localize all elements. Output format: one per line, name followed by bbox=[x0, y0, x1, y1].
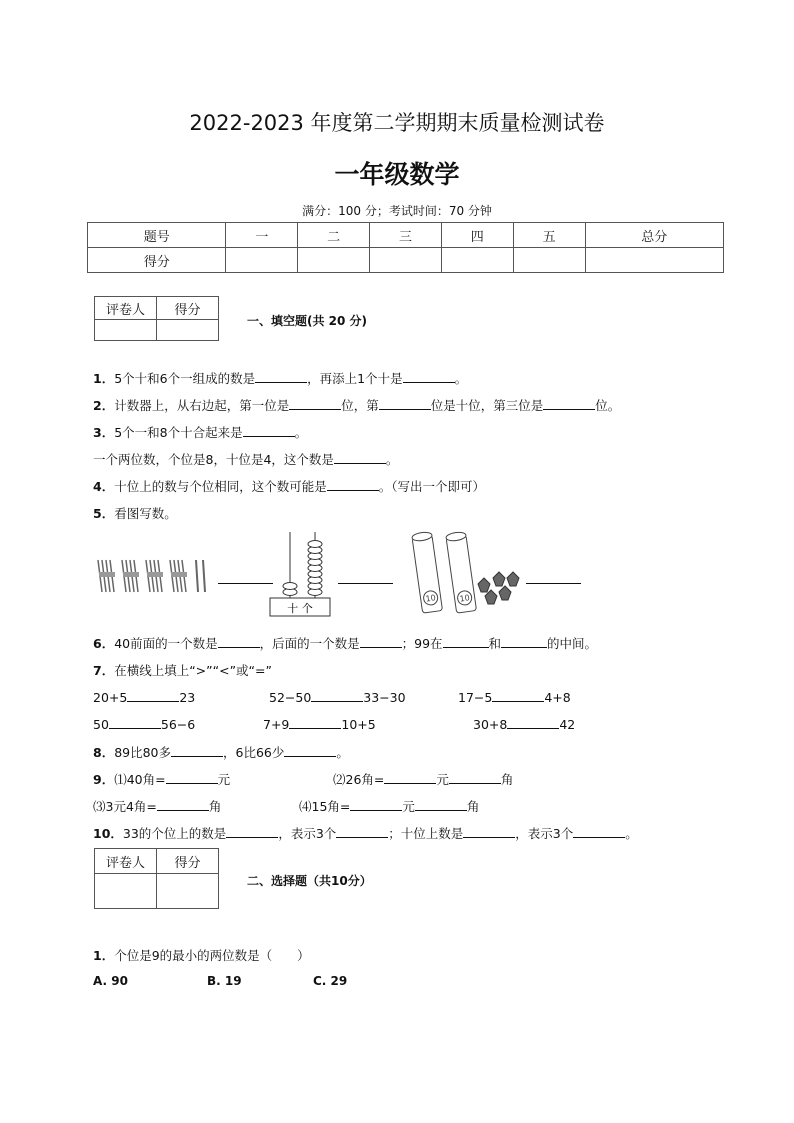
choice-question-1 bbox=[93, 946, 310, 964]
answer-blank[interactable] bbox=[334, 451, 386, 464]
question-number: 5． bbox=[93, 506, 115, 521]
question-text: 40前面的一个数是 bbox=[114, 636, 218, 651]
answer-blank[interactable] bbox=[501, 635, 547, 648]
score-table bbox=[87, 222, 724, 273]
question-text: 位，第 bbox=[341, 398, 379, 413]
answer-blank[interactable] bbox=[350, 798, 402, 811]
question-text: 元 bbox=[436, 772, 449, 787]
answer-blank[interactable] bbox=[336, 825, 388, 838]
grader-label: 评卷人 bbox=[95, 849, 157, 874]
score-cell: 题号 bbox=[88, 223, 226, 248]
exam-title: 2022-2023 年度第二学期期末质量检测试卷 bbox=[189, 111, 605, 135]
section1-heading: 一、填空题(共 20 分) bbox=[247, 314, 368, 328]
compare-right: 4+8 bbox=[544, 690, 571, 705]
answer-blank[interactable] bbox=[255, 370, 307, 383]
question-text: 5个十和6个一组成的数是 bbox=[114, 371, 256, 386]
choice-option-c[interactable]: C. 29 bbox=[313, 974, 348, 988]
compare-item bbox=[458, 689, 571, 705]
tube-label: 10 bbox=[459, 593, 471, 604]
answer-blank[interactable] bbox=[443, 635, 489, 648]
score-cell: 一 bbox=[226, 223, 298, 248]
question-text: 计数器上，从右边起，第一位是 bbox=[114, 398, 290, 413]
exam-subject: 一年级数学 bbox=[334, 160, 460, 189]
grader-input-cell[interactable] bbox=[95, 874, 157, 909]
question-text: 位。 bbox=[595, 398, 621, 413]
question-number: 9． bbox=[93, 772, 115, 787]
stick-bundles-figure bbox=[98, 560, 205, 592]
question-text: 位是十位，第三位是 bbox=[430, 398, 544, 413]
answer-blank[interactable] bbox=[284, 744, 336, 757]
question-text: 角 bbox=[208, 799, 222, 814]
answer-blank[interactable] bbox=[403, 370, 455, 383]
answer-blank[interactable] bbox=[573, 825, 625, 838]
compare-item bbox=[269, 689, 406, 705]
question-3b bbox=[93, 450, 398, 468]
question-3 bbox=[93, 423, 307, 441]
question-text: 5个一和8个十合起来是 bbox=[114, 425, 243, 440]
question-text: 的中间。 bbox=[547, 636, 598, 651]
answer-blank[interactable] bbox=[526, 583, 581, 584]
q5-figure bbox=[93, 528, 623, 620]
answer-blank[interactable] bbox=[218, 583, 273, 584]
question-text: ，表示3个 bbox=[278, 826, 337, 841]
question-text: 。 bbox=[294, 425, 308, 440]
answer-blank[interactable] bbox=[415, 798, 467, 811]
compare-left: 50 bbox=[93, 717, 109, 732]
question-text: 元 bbox=[402, 799, 415, 814]
question-6 bbox=[93, 634, 597, 652]
tube-label: 10 bbox=[425, 593, 437, 604]
grader-label: 评卷人 bbox=[95, 297, 157, 320]
question-8 bbox=[93, 743, 349, 761]
question-text: ⑴40角= bbox=[114, 772, 166, 787]
question-number: 2． bbox=[93, 398, 115, 413]
question-text: ⑶3元4角= bbox=[93, 799, 157, 814]
question-number: 6． bbox=[93, 636, 115, 651]
question-number: 1． bbox=[93, 371, 115, 386]
question-number: 3． bbox=[93, 425, 115, 440]
question-text: ，再添上1个十是 bbox=[307, 371, 403, 386]
shuttlecock-tubes-figure bbox=[412, 531, 519, 613]
answer-blank[interactable] bbox=[338, 583, 393, 584]
question-text: 33的个位上的数是 bbox=[122, 826, 227, 841]
question-text: 在横线上填上“>”“<”或“=” bbox=[114, 663, 272, 678]
question-text: 十位上的数与个位相同，这个数可能是 bbox=[114, 479, 327, 494]
score-cell: 得分 bbox=[88, 248, 226, 273]
question-10 bbox=[93, 824, 638, 842]
question-5 bbox=[93, 504, 177, 522]
question-number: 4． bbox=[93, 479, 115, 494]
answer-blank[interactable] bbox=[109, 716, 161, 729]
score-table-score-row bbox=[88, 248, 724, 273]
question-text: 和 bbox=[488, 636, 502, 651]
question-9-part2 bbox=[333, 770, 513, 788]
compare-right: 10+5 bbox=[341, 717, 376, 732]
question-text: 一个两位数，个位是8，十位是4，这个数是 bbox=[93, 452, 334, 467]
question-text: ⑷15角= bbox=[299, 799, 351, 814]
score-input-cell[interactable] bbox=[441, 248, 513, 273]
question-text: 89比80多 bbox=[114, 745, 172, 760]
abacus-label: 十 个 bbox=[287, 602, 313, 615]
grader-label: 得分 bbox=[157, 297, 219, 320]
question-7 bbox=[93, 661, 272, 679]
compare-left: 20+5 bbox=[93, 690, 128, 705]
question-4 bbox=[93, 477, 485, 495]
grader-box bbox=[94, 848, 219, 909]
score-table-header-row bbox=[88, 223, 724, 248]
question-1 bbox=[93, 369, 467, 387]
question-9-part3 bbox=[93, 797, 221, 815]
compare-left: 17−5 bbox=[458, 690, 493, 705]
question-text: 。 bbox=[454, 371, 468, 386]
score-cell: 二 bbox=[298, 223, 370, 248]
score-input-cell[interactable] bbox=[298, 248, 370, 273]
score-input-cell[interactable] bbox=[370, 248, 442, 273]
question-number: 8． bbox=[93, 745, 115, 760]
abacus-figure bbox=[270, 532, 330, 616]
answer-blank[interactable] bbox=[311, 689, 363, 702]
compare-left: 52−50 bbox=[269, 690, 312, 705]
grader-box bbox=[94, 296, 219, 341]
question-text: 角 bbox=[500, 772, 514, 787]
answer-blank[interactable] bbox=[360, 635, 402, 648]
answer-blank[interactable] bbox=[218, 635, 260, 648]
answer-blank[interactable] bbox=[327, 478, 379, 491]
compare-left: 7+9 bbox=[263, 717, 290, 732]
question-text: ，表示3个 bbox=[515, 826, 574, 841]
compare-item bbox=[93, 689, 195, 705]
question-text: 。 bbox=[625, 826, 638, 841]
answer-blank[interactable] bbox=[157, 798, 209, 811]
question-9 bbox=[93, 770, 230, 788]
compare-item bbox=[473, 716, 575, 732]
score-input-cell[interactable] bbox=[513, 248, 585, 273]
score-input-cell[interactable] bbox=[585, 248, 724, 273]
question-text: ⑵26角= bbox=[333, 772, 385, 787]
answer-blank[interactable] bbox=[166, 771, 218, 784]
answer-blank[interactable] bbox=[289, 716, 341, 729]
score-input-cell[interactable] bbox=[226, 248, 298, 273]
question-number: 7． bbox=[93, 663, 115, 678]
answer-blank[interactable] bbox=[507, 716, 559, 729]
question-text: ，6比66少 bbox=[223, 745, 285, 760]
choice-option-b[interactable]: B. 19 bbox=[207, 974, 242, 988]
answer-blank[interactable] bbox=[463, 825, 515, 838]
answer-blank[interactable] bbox=[543, 397, 595, 410]
exam-info: 满分：100 分；考试时间：70 分钟 bbox=[302, 204, 492, 218]
answer-blank[interactable] bbox=[171, 744, 223, 757]
answer-blank[interactable] bbox=[226, 825, 278, 838]
grader-input-cell[interactable] bbox=[95, 320, 157, 341]
answer-blank[interactable] bbox=[449, 771, 501, 784]
answer-blank[interactable] bbox=[289, 397, 341, 410]
grader-input-cell[interactable] bbox=[157, 874, 219, 909]
question-text: ；十位上数是 bbox=[388, 826, 464, 841]
compare-right: 33−30 bbox=[363, 690, 406, 705]
section2-heading: 二、选择题（共10分） bbox=[247, 874, 372, 888]
question-text: 。 bbox=[385, 452, 399, 467]
choice-option-a[interactable]: A. 90 bbox=[93, 974, 128, 988]
grader-label: 得分 bbox=[157, 849, 219, 874]
score-cell: 总分 bbox=[585, 223, 724, 248]
compare-right: 23 bbox=[179, 690, 196, 705]
question-text: 角 bbox=[466, 799, 480, 814]
compare-item bbox=[263, 716, 376, 732]
question-text: 。（写出一个即可） bbox=[378, 479, 485, 494]
score-cell: 三 bbox=[370, 223, 442, 248]
question-text: ，后面的一个数是 bbox=[259, 636, 360, 651]
score-cell: 四 bbox=[441, 223, 513, 248]
question-text: 。 bbox=[336, 745, 349, 760]
answer-blank[interactable] bbox=[243, 424, 295, 437]
compare-left: 30+8 bbox=[473, 717, 508, 732]
question-9-part4 bbox=[299, 797, 479, 815]
question-2 bbox=[93, 396, 620, 414]
score-cell: 五 bbox=[513, 223, 585, 248]
question-number: 1． bbox=[93, 948, 115, 963]
question-text: 看图写数。 bbox=[114, 506, 177, 521]
grader-input-cell[interactable] bbox=[157, 320, 219, 341]
compare-right: 56−6 bbox=[160, 717, 196, 732]
question-number: 10． bbox=[93, 826, 123, 841]
answer-blank[interactable] bbox=[492, 689, 544, 702]
question-text: 元 bbox=[217, 772, 231, 787]
question-text: 个位是9的最小的两位数是（ ） bbox=[114, 948, 310, 963]
answer-blank[interactable] bbox=[379, 397, 431, 410]
compare-right: 42 bbox=[559, 717, 576, 732]
answer-blank[interactable] bbox=[127, 689, 179, 702]
answer-blank[interactable] bbox=[384, 771, 436, 784]
compare-item bbox=[93, 716, 195, 732]
question-text: ；99在 bbox=[401, 636, 443, 651]
